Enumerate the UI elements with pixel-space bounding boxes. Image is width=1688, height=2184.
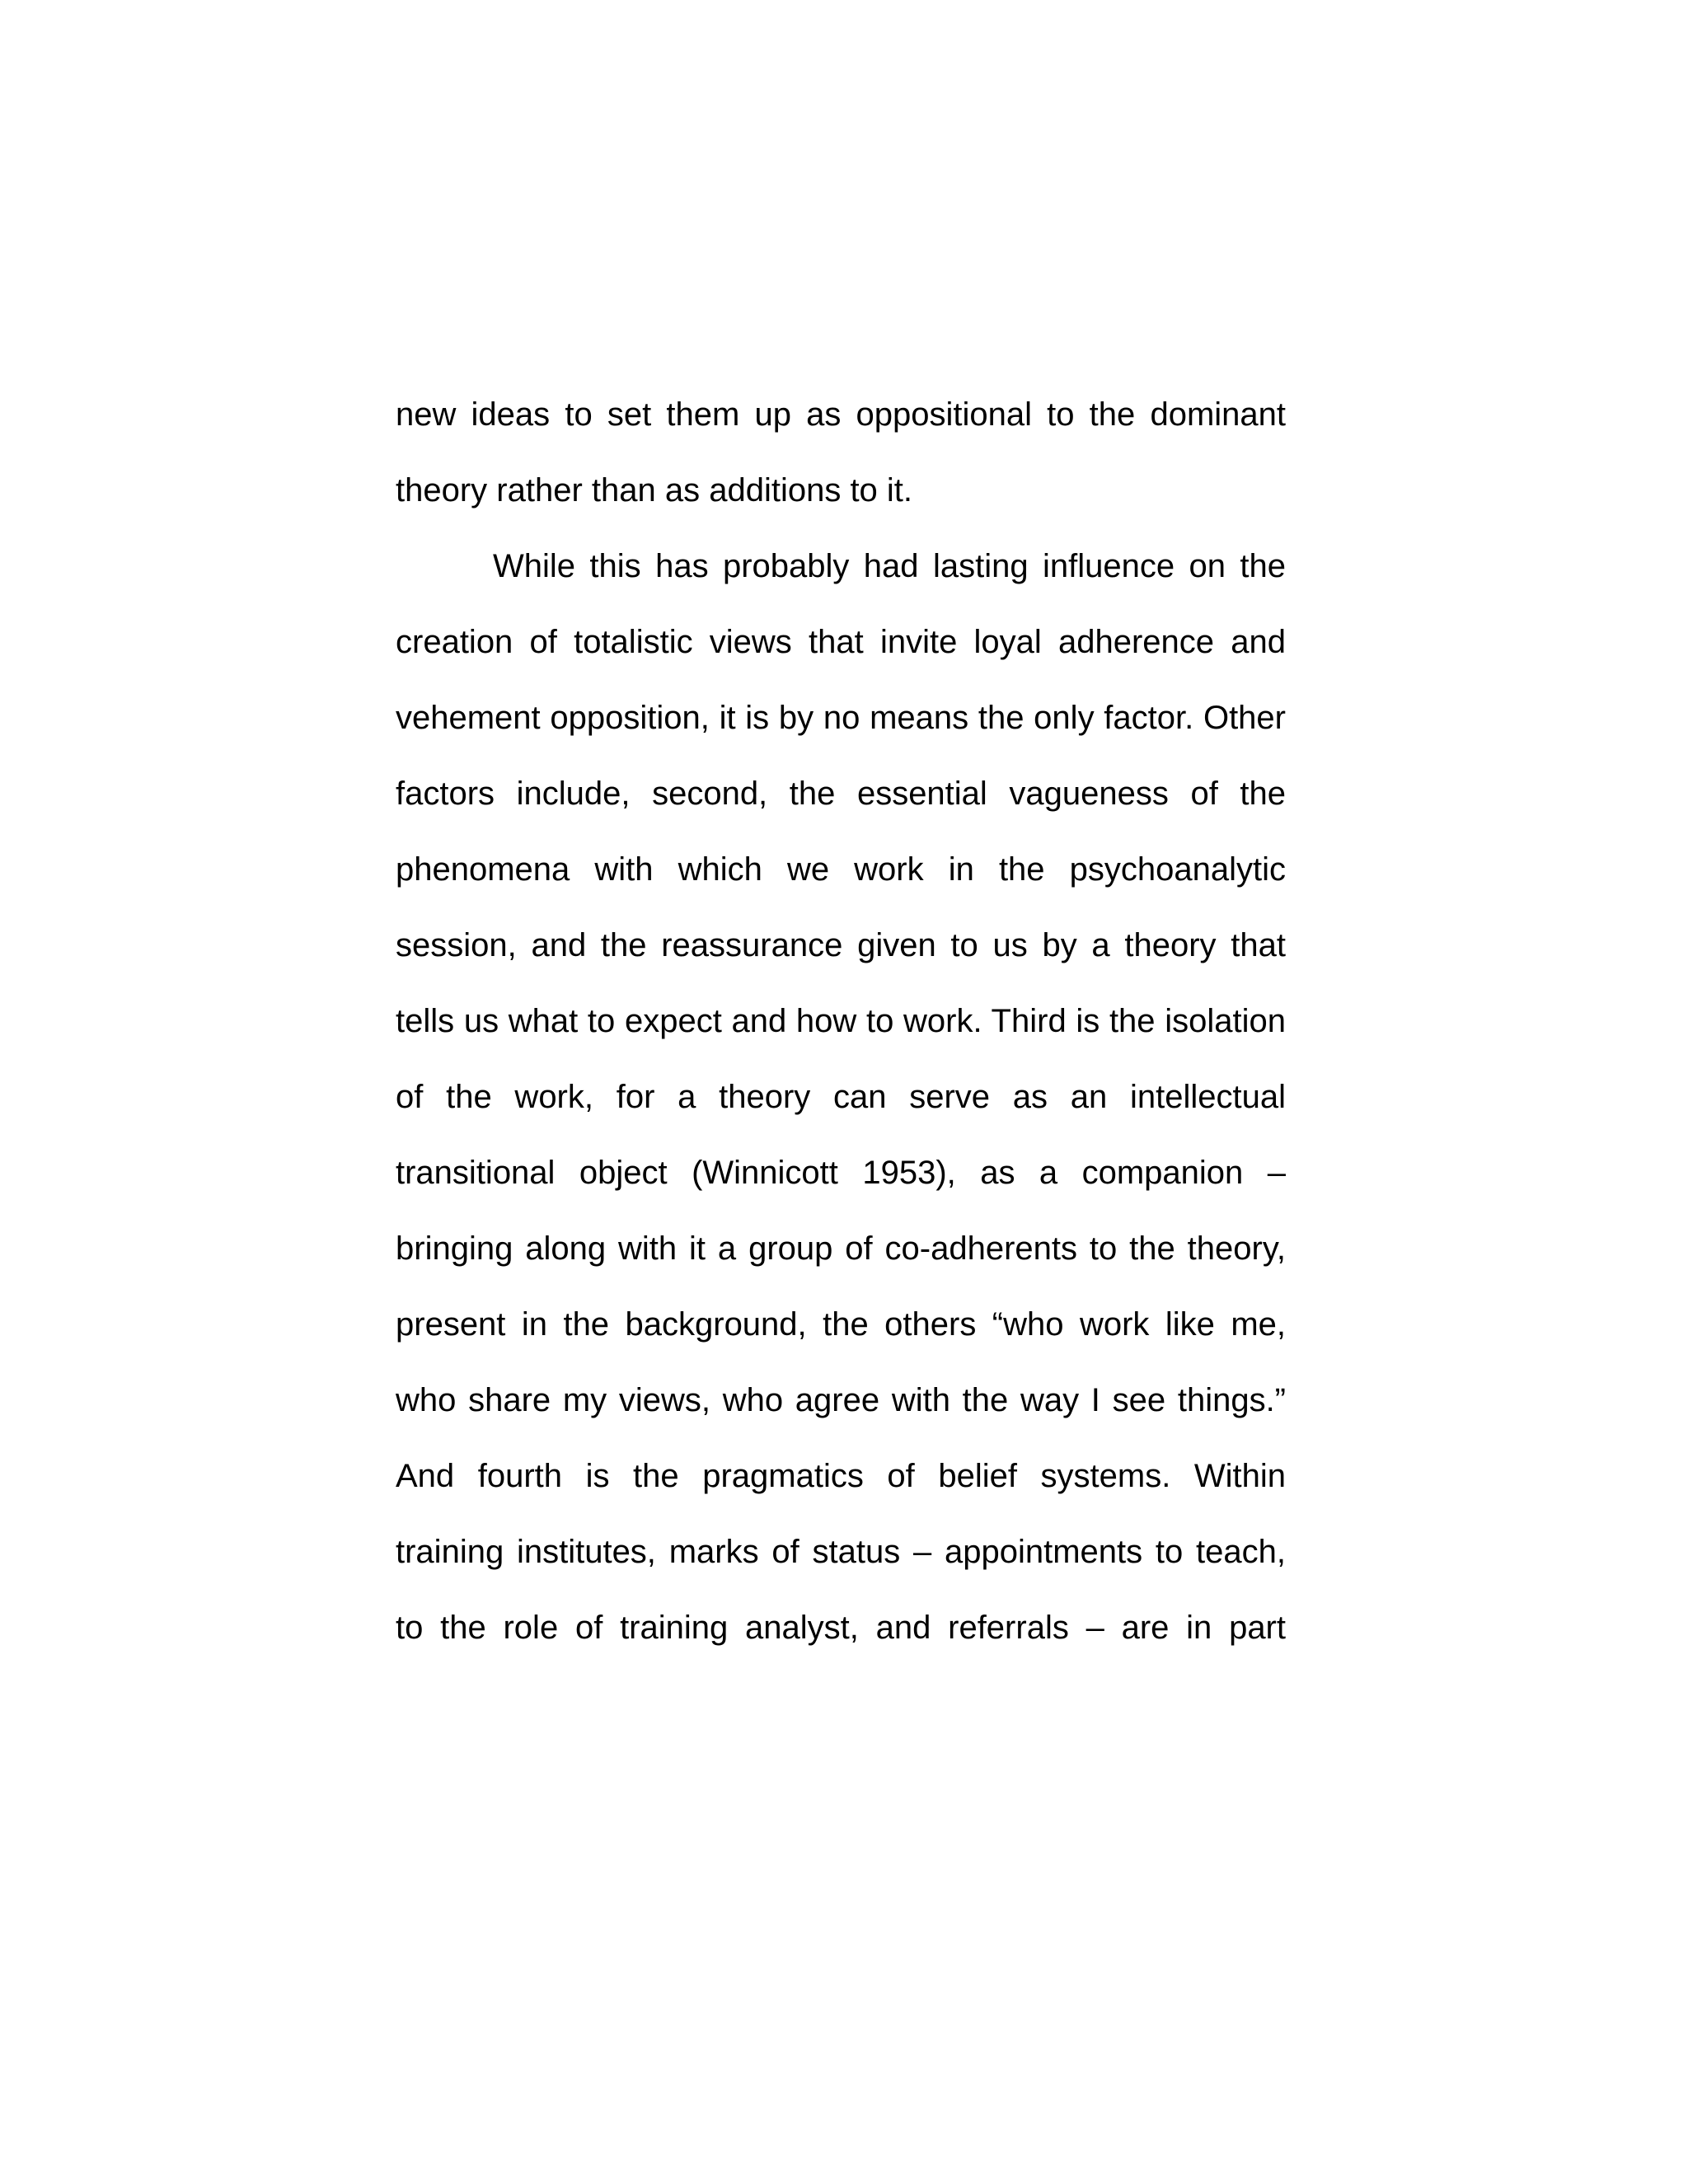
text-line: of the work, for a theory can serve as an intellectual (396, 1079, 1286, 1115)
text-line: theory rather than as additions to it. (396, 472, 913, 509)
text-line: creation of totalistic views that invite loyal adherence and (396, 624, 1286, 660)
text-line: who share my views, who agree with the way I see things.” (396, 1382, 1286, 1418)
text-line: factors include, second, the essential vagueness of the (396, 776, 1286, 812)
text-line: vehement opposition, it is by no means the only factor. Other (396, 700, 1286, 736)
body-text (396, 386, 1286, 1675)
text-line: to the role of training analyst, and referrals – are in part (396, 1610, 1286, 1646)
text-line: new ideas to set them up as oppositional to the dominant (396, 396, 1286, 433)
text-line: training institutes, marks of status – appointments to teach, (396, 1534, 1286, 1570)
text-line: phenomena with which we work in the psychoanalytic (396, 851, 1286, 888)
text-line: While this has probably had lasting influence on the (493, 548, 1286, 584)
text-line: transitional object (Winnicott 1953), as a companion – (396, 1155, 1286, 1191)
text-line: present in the background, the others “who work like me, (396, 1306, 1286, 1343)
text-line: bringing along with it a group of co-adherents to the theory, (396, 1230, 1286, 1267)
text-line: And fourth is the pragmatics of belief systems. Within (396, 1458, 1286, 1494)
text-line: tells us what to expect and how to work. Third is the isolation (396, 1003, 1286, 1039)
text-line: session, and the reassurance given to us by a theory that (396, 927, 1286, 963)
